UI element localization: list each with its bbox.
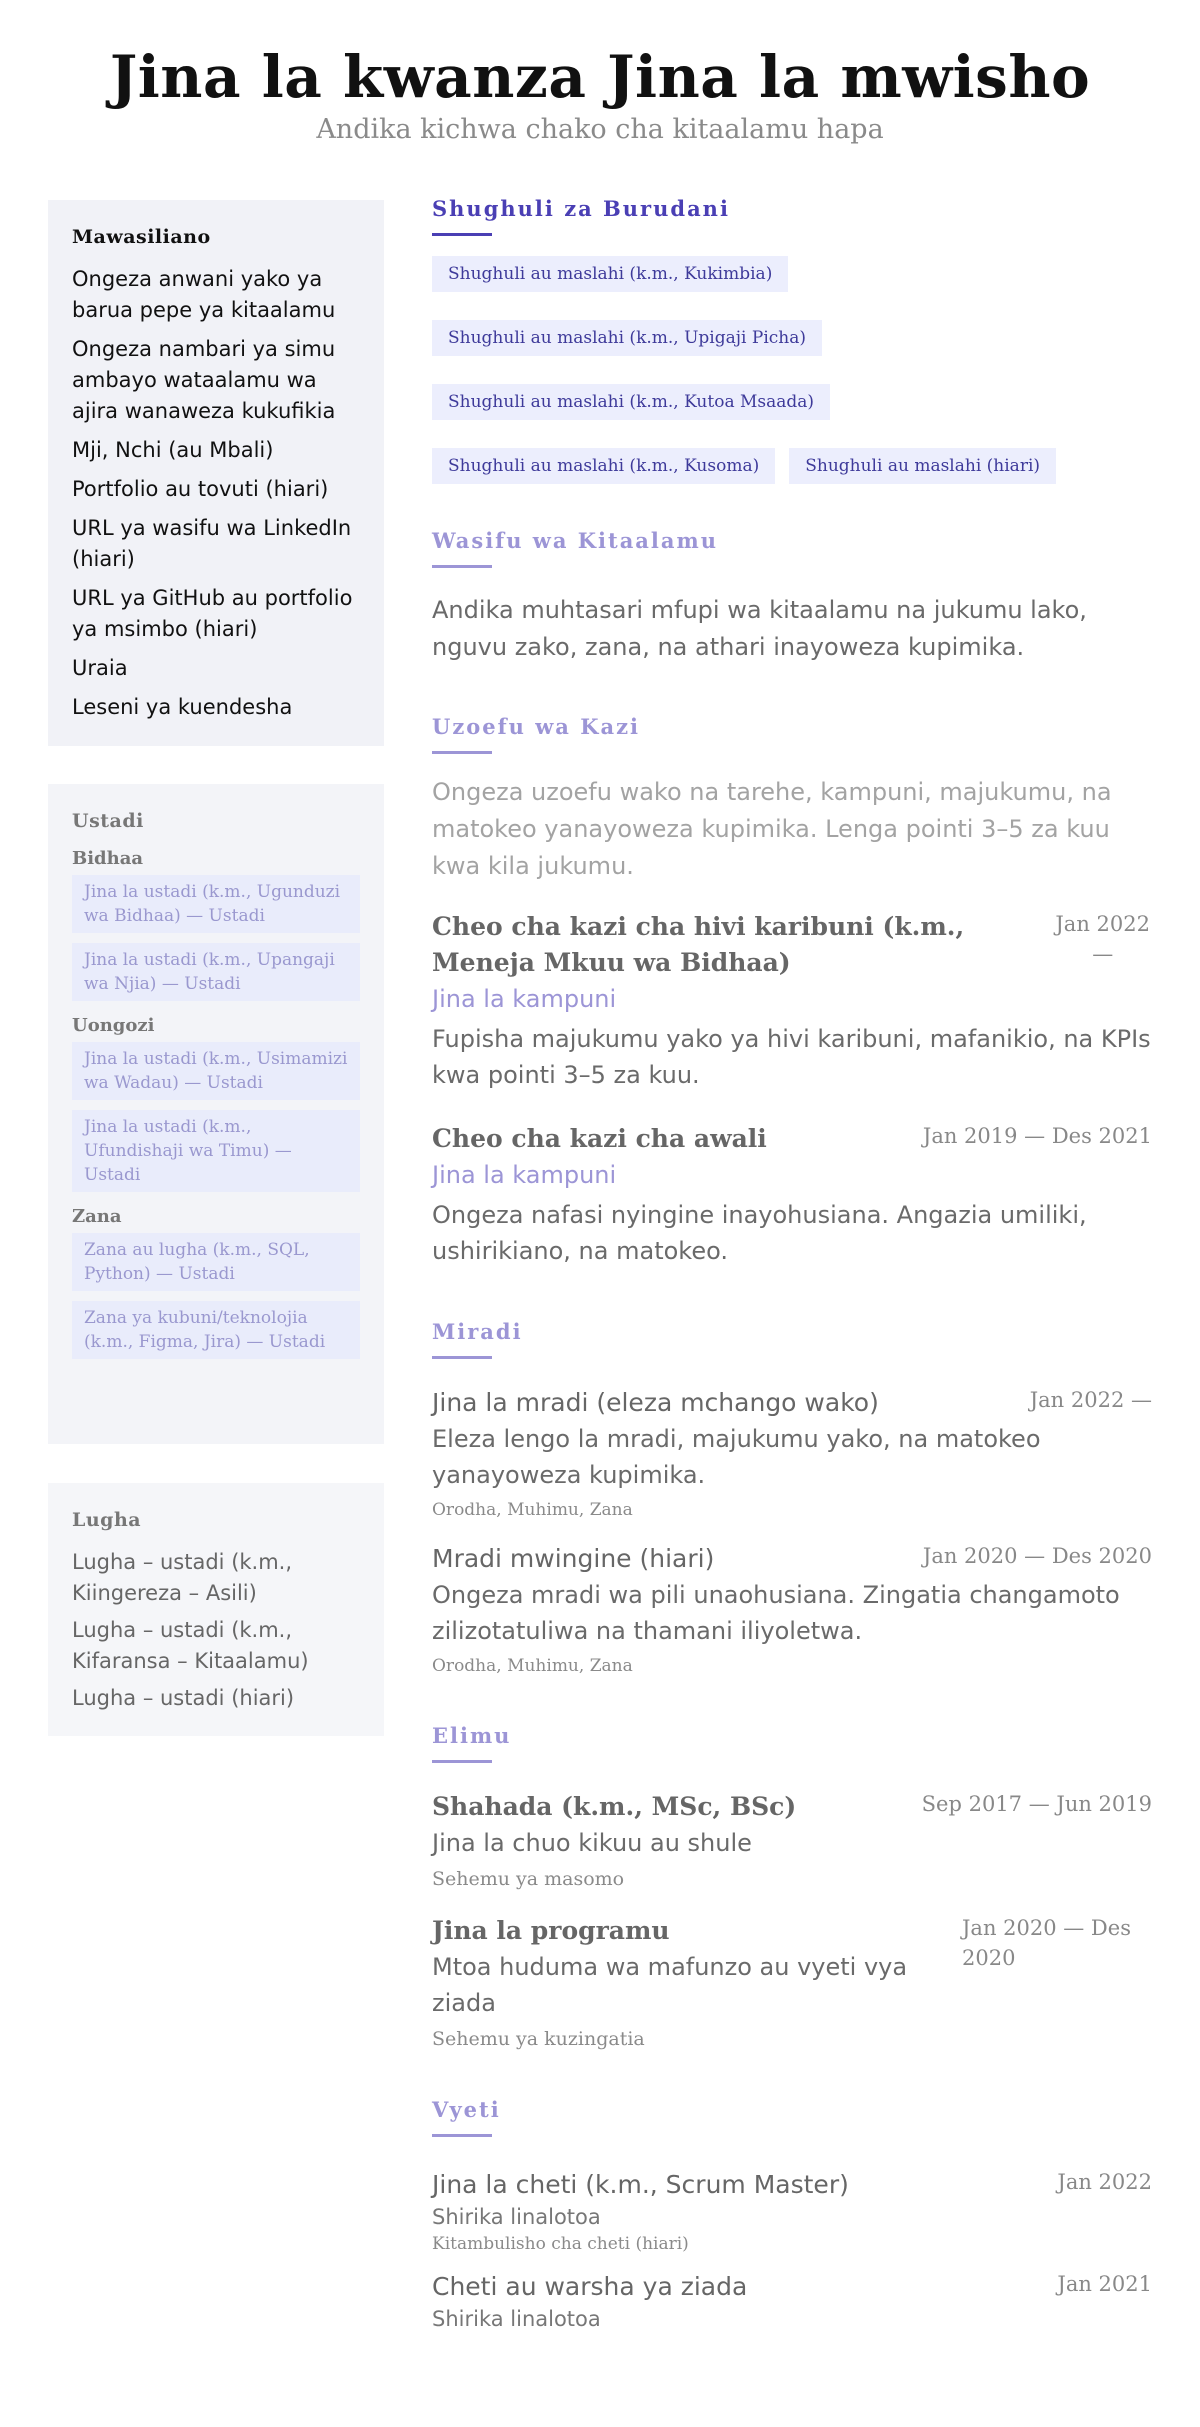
skill-chip: Jina la ustadi (k.m., Ugunduzi wa Bidhaa) — Ustadi	[72, 875, 360, 933]
section-divider	[432, 2134, 492, 2137]
project-tags: Orodha, Muhimu, Zana	[432, 1656, 633, 1676]
project-entry	[432, 1385, 1152, 1523]
hobby-chip: Shughuli au maslahi (k.m., Kukimbia)	[432, 256, 788, 292]
experience-section	[432, 714, 1152, 1269]
skill-chip: Zana ya kubuni/teknolojia (k.m., Figma, Jira) — Ustadi	[72, 1301, 360, 1359]
section-divider	[432, 751, 492, 754]
project-date: Jan 2020 — Des 2020	[922, 1544, 1152, 1568]
certification-title: Cheti au warsha ya ziada	[432, 2272, 748, 2301]
skill-chip: Jina la ustadi (k.m., Ufundishaji wa Timu) — Ustadi	[72, 1110, 360, 1192]
hobby-chip: Shughuli au maslahi (k.m., Kutoa Msaada)	[432, 384, 830, 420]
contact-email: Ongeza anwani yako ya barua pepe ya kitaalamu	[72, 267, 336, 322]
contact-github: URL ya GitHub au portfolio ya msimbo (hiari)	[72, 586, 353, 641]
hobbies-section	[432, 196, 1152, 484]
language-item: Lugha – ustadi (k.m., Kiingereza – Asili)	[72, 1550, 293, 1605]
section-title: Wasifu wa Kitaalamu	[432, 528, 718, 553]
project-tags: Orodha, Muhimu, Zana	[432, 1500, 633, 1520]
degree-title: Shahada (k.m., MSc, BSc)	[432, 1792, 797, 1821]
issuing-organization: Shirika linalotoa	[432, 2205, 601, 2229]
section-divider	[432, 1356, 492, 1359]
issuing-organization: Shirika linalotoa	[432, 2307, 601, 2331]
certification-date: Jan 2021	[1057, 2272, 1152, 2296]
section-divider	[432, 1760, 492, 1763]
education-entry	[432, 1913, 1152, 2053]
project-date: Jan 2022 —	[1029, 1388, 1152, 1412]
skill-chip: Zana au lugha (k.m., SQL, Python) — Ustadi	[72, 1233, 360, 1291]
contact-location: Mji, Nchi (au Mbali)	[72, 438, 274, 462]
contact-license: Leseni ya kuendesha	[72, 695, 293, 719]
summary-text: Andika muhtasari mfupi wa kitaalamu na jukumu lako, nguvu zako, zana, na athari inayoweza kupimika.	[432, 596, 1087, 661]
hobby-chip: Shughuli au maslahi (hiari)	[789, 448, 1056, 484]
education-entry	[432, 1789, 1152, 1893]
hobby-chip: Shughuli au maslahi (k.m., Upigaji Picha)	[432, 320, 822, 356]
company-name: Jina la kampuni	[432, 1161, 617, 1189]
section-divider	[432, 233, 492, 236]
field-of-study: Sehemu ya masomo	[432, 1868, 625, 1890]
project-description: Ongeza mradi wa pili unaohusiana. Zingatia changamoto zilizotatuliwa na thamani iliyoletwa.	[432, 1581, 1120, 1645]
certification-entry	[432, 2269, 1152, 2333]
full-name: Jina la kwanza Jina la mwisho	[109, 43, 1091, 111]
contact-phone: Ongeza nambari ya simu ambayo wataalamu wa ajira wanaweza kukufikia	[72, 337, 336, 423]
contact-linkedin: URL ya wasifu wa LinkedIn (hiari)	[72, 516, 352, 571]
program-title: Jina la programu	[432, 1916, 670, 1945]
section-title: Vyeti	[432, 2097, 501, 2122]
job-date: Jan 2022 —	[1055, 912, 1150, 966]
projects-section	[432, 1319, 1152, 1679]
education-section	[432, 1723, 1152, 2053]
project-entry	[432, 1541, 1152, 1679]
skill-group-title: Uongozi	[72, 1015, 155, 1036]
section-divider	[432, 565, 492, 568]
contact-portfolio: Portfolio au tovuti (hiari)	[72, 477, 329, 501]
certification-title: Jina la cheti (k.m., Scrum Master)	[432, 2170, 849, 2199]
project-title: Mradi mwingine (hiari)	[432, 1544, 715, 1573]
section-title: Elimu	[432, 1723, 512, 1748]
job-entry	[432, 1121, 1152, 1269]
language-item: Lugha – ustadi (hiari)	[72, 1686, 295, 1710]
project-description: Eleza lengo la mradi, majukumu yako, na matokeo yanayoweza kupimika.	[432, 1425, 1041, 1489]
summary-section	[432, 528, 1152, 666]
hobby-list	[432, 256, 1112, 484]
education-date: Jan 2020 — Des 2020	[962, 1916, 1131, 1970]
skill-chip: Jina la ustadi (k.m., Usimamizi wa Wadau) — Ustadi	[72, 1042, 360, 1100]
skill-group-title: Bidhaa	[72, 848, 144, 869]
main-column	[432, 196, 1152, 2333]
experience-intro: Ongeza uzoefu wako na tarehe, kampuni, majukumu, na matokeo yanayoweza kupimika. Lenga pointi 3–5 za kuu kwa kila jukumu.	[432, 778, 1112, 880]
language-item: Lugha – ustadi (k.m., Kifaransa – Kitaalamu)	[72, 1618, 309, 1673]
professional-headline: Andika kichwa chako cha kitaalamu hapa	[316, 114, 884, 145]
skill-group-title: Zana	[72, 1206, 122, 1227]
contact-title: Mawasiliano	[72, 226, 211, 248]
resume-header	[0, 42, 1200, 148]
job-entry	[432, 909, 1152, 1093]
section-title: Uzoefu wa Kazi	[432, 714, 640, 739]
education-date: Sep 2017 — Jun 2019	[921, 1792, 1152, 1816]
certification-date: Jan 2022	[1057, 2170, 1152, 2194]
hobby-chip: Shughuli au maslahi (k.m., Kusoma)	[432, 448, 775, 484]
languages-title: Lugha	[72, 1509, 142, 1531]
job-title: Cheo cha kazi cha awali	[432, 1124, 767, 1153]
contact-card	[48, 200, 384, 746]
contact-citizenship: Uraia	[72, 656, 128, 680]
section-title: Miradi	[432, 1319, 523, 1344]
job-date: Jan 2019 — Des 2021	[922, 1124, 1152, 1148]
skills-card	[48, 784, 384, 1444]
certifications-section	[432, 2097, 1152, 2333]
company-name: Jina la kampuni	[432, 985, 617, 1013]
section-title: Shughuli za Burudani	[432, 196, 730, 221]
school-name: Jina la chuo kikuu au shule	[432, 1829, 752, 1857]
job-title: Cheo cha kazi cha hivi karibuni (k.m., Meneja Mkuu wa Bidhaa)	[432, 912, 965, 977]
languages-card	[48, 1483, 384, 1736]
skills-title: Ustadi	[72, 810, 144, 832]
field-of-study: Sehemu ya kuzingatia	[432, 2028, 645, 2050]
certification-entry	[432, 2167, 1152, 2257]
job-description: Fupisha majukumu yako ya hivi karibuni, mafanikio, na KPIs kwa pointi 3–5 za kuu.	[432, 1025, 1151, 1089]
job-description: Ongeza nafasi nyingine inayohusiana. Angazia umiliki, ushirikiano, na matokeo.	[432, 1201, 1087, 1265]
school-name: Mtoa huduma wa mafunzo au vyeti vya ziada	[432, 1953, 908, 2017]
project-title: Jina la mradi (eleza mchango wako)	[432, 1388, 879, 1417]
skill-chip: Jina la ustadi (k.m., Upangaji wa Njia) — Ustadi	[72, 943, 360, 1001]
certification-id: Kitambulisho cha cheti (hiari)	[432, 2234, 689, 2254]
